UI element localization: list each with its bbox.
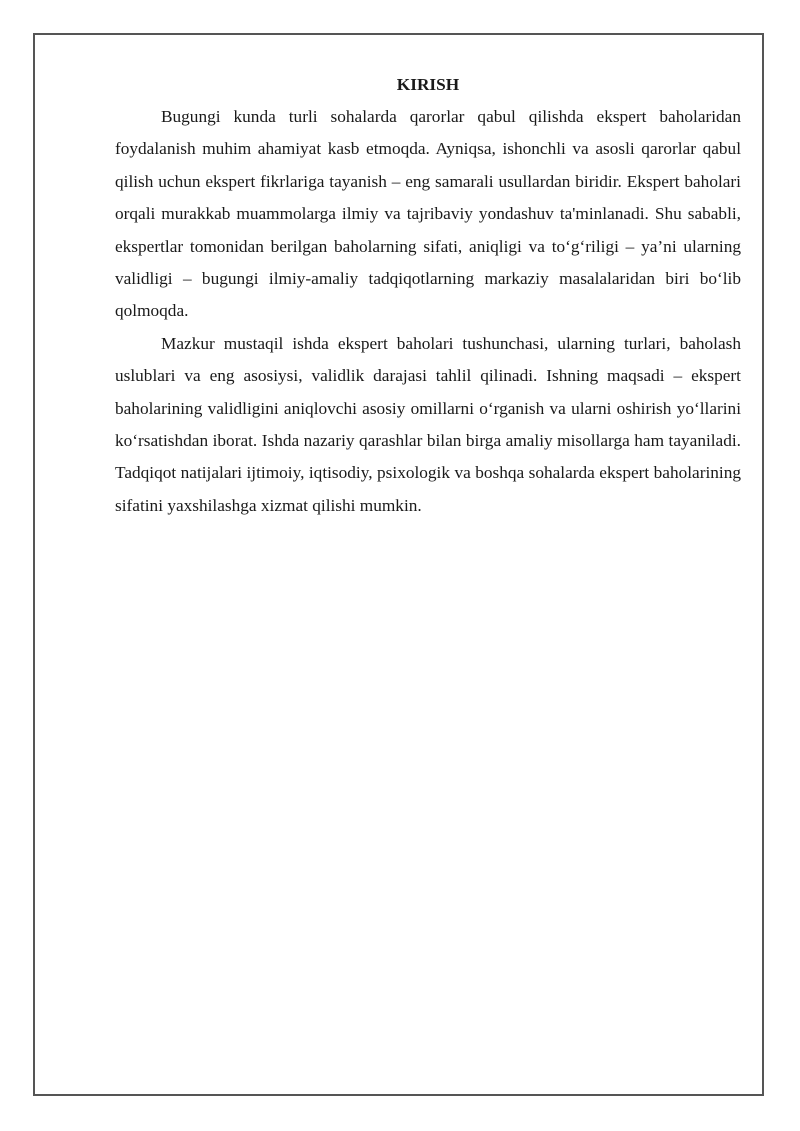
section-title: KIRISH <box>396 75 460 94</box>
paragraph-intro: Bugungi kunda turli sohalarda qarorlar qabul qilishda ekspert baholaridan foydalanish muhim ahamiyat kasb etmoqda. Ayniqsa, ishonchli va asosli qarorlar qabul qilish uchun ekspert fikrlariga tayanish – eng samarali usullardan biridir. Ekspert baholari orqali murakkab muammolarga ilmiy va tajribaviy yondashuv ta'minlanadi. Shu sababli, ekspertlar tomonidan berilgan baholarning sifati, aniqligi va to‘g‘riligi – ya’ni ularning validligi – bugungi ilmiy-amaliy tadqiqotlarning markaziy masalalaridan biri bo‘lib qolmoqda. <box>115 107 741 321</box>
paragraph-purpose: Mazkur mustaqil ishda ekspert baholari tushunchasi, ularning turlari, baholash uslublari va eng asosiysi, validlik darajasi tahlil qilinadi. Ishning maqsadi – ekspert baholarining validligini aniqlovchi asosiy omillarni o‘rganish va ularni oshirish yo‘llarini ko‘rsatishdan iborat. Ishda nazariy qarashlar bilan birga amaliy misollarga ham tayaniladi. Tadqiqot natijalari ijtimoiy, iqtisodiy, psixologik va boshqa sohalarda ekspert baholarining sifatini yaxshilashga xizmat qilishi mumkin. <box>115 333 741 515</box>
document-body <box>115 70 741 522</box>
